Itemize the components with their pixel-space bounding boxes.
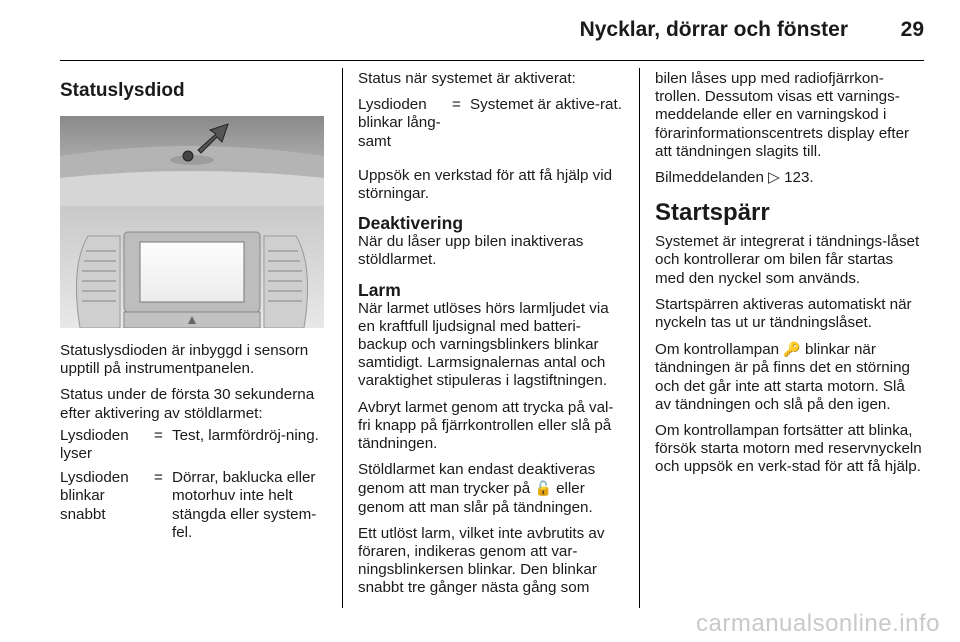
column-separator-2 (639, 68, 640, 608)
sensor-led (183, 151, 193, 161)
paragraph: Ett utlöst larm, vilket inte avbrutits av föraren, indikeras genom att var-ningsblinkersen blinkar. Den blinkar snabbt tre gånger nästa gång som (358, 524, 605, 597)
watermark: carmanualsonline.info (696, 610, 940, 637)
section-heading-larm: Larm (358, 279, 401, 300)
paragraph (358, 461, 625, 517)
section-heading-statuslysdiod: Statuslysdiod (60, 80, 185, 101)
column-separator-1 (342, 68, 343, 608)
paragraph (655, 169, 925, 187)
status-key: Lysdioden lyser (60, 426, 129, 463)
text-run: Om kontrollampan (655, 341, 780, 359)
page-reference-arrow-icon: ▷ (768, 169, 780, 187)
status-table-row (358, 96, 625, 151)
section-heading-deaktivering: Deaktivering (358, 213, 464, 234)
status-value: Dörrar, baklucka eller motorhuv inte helt stängda eller system-fel. (172, 469, 317, 541)
status-value: Test, larmfördröj-ning. (172, 426, 319, 444)
equals-sign: = (452, 96, 461, 114)
section-heading-startsparr: Startspärr (655, 199, 770, 227)
infotainment-screen (140, 242, 244, 302)
paragraph (655, 340, 925, 414)
status-table-row (60, 469, 328, 542)
column-2 (358, 72, 625, 606)
status-key: Lysdioden blinkar snabbt (60, 469, 129, 523)
page-reference: 123. (784, 169, 814, 187)
paragraph: När larmet utlöses hörs larmljudet via en kraftfull ljudsignal med batteri-backup och varningsblinkers blinkar samtidigt. Larmsignalernas antal och varaktighet stipuleras i lagstiftningen. (358, 299, 609, 390)
text-run: blinkar när tändningen är på finns det en störning och det går inte att starta motorn. Slå av tändningen och slå på den igen. (655, 341, 910, 413)
paragraph: Om kontrollampan fortsätter att blinka, försök starta motorn med reservnyckeln och uppsök en verk-stad för att få hjälp. (655, 422, 922, 476)
paragraph: Uppsök en verkstad för att få hjälp vid störningar. (358, 166, 613, 203)
equals-sign: = (154, 426, 163, 444)
paragraph: Systemet är integrerat i tändnings-låset och kontrollerar om bilen får startas med den nyckel som används. (655, 233, 920, 287)
header-rule (60, 60, 924, 61)
paragraph: När du låser upp bilen inaktiveras stöldlarmet. (358, 233, 584, 269)
status-key: Lysdioden blinkar lång-samt (358, 96, 441, 150)
paragraph: Status när systemet är aktiverat: (358, 70, 576, 87)
status-value: Systemet är aktive-rat. (470, 96, 622, 114)
status-table-row (60, 427, 328, 463)
text-run: eller genom att man slår på tändningen. (358, 480, 593, 516)
equals-sign: = (154, 469, 163, 487)
paragraph: Avbryt larmet genom att trycka på val-fri knapp på fjärrkontrollen eller slå på tändningen. (358, 398, 614, 453)
column-3 (655, 72, 925, 485)
paragraph: Status under de första 30 sekunderna efter aktivering av stöldlarmet: (60, 386, 315, 422)
paragraph: Statuslysdioden är inbyggd i sensorn upptill på instrumentpanelen. (60, 342, 309, 378)
dashboard-sensor-illustration (60, 116, 324, 328)
paragraph: bilen låses upp med radiofjärrkon-trollen. Dessutom visas ett varnings-meddelande eller en varningskod i förarinformationscentrets display efter att tändningen slagits till. (655, 70, 910, 160)
unlock-icon: 🔓 (534, 480, 552, 497)
immobiliser-key-icon: 🔑 (783, 341, 801, 358)
paragraph: Startspärren aktiveras automatiskt när nyckeln tas ut ur tändningslåset. (655, 295, 912, 332)
page-number: 29 (900, 18, 924, 41)
text-run: Bilmeddelanden (655, 169, 764, 187)
text-run: Stöldlarmet kan endast deaktiveras genom att man trycker på (358, 461, 596, 498)
column-1 (60, 72, 328, 542)
page-title: Nycklar, dörrar och fönster (579, 18, 848, 41)
